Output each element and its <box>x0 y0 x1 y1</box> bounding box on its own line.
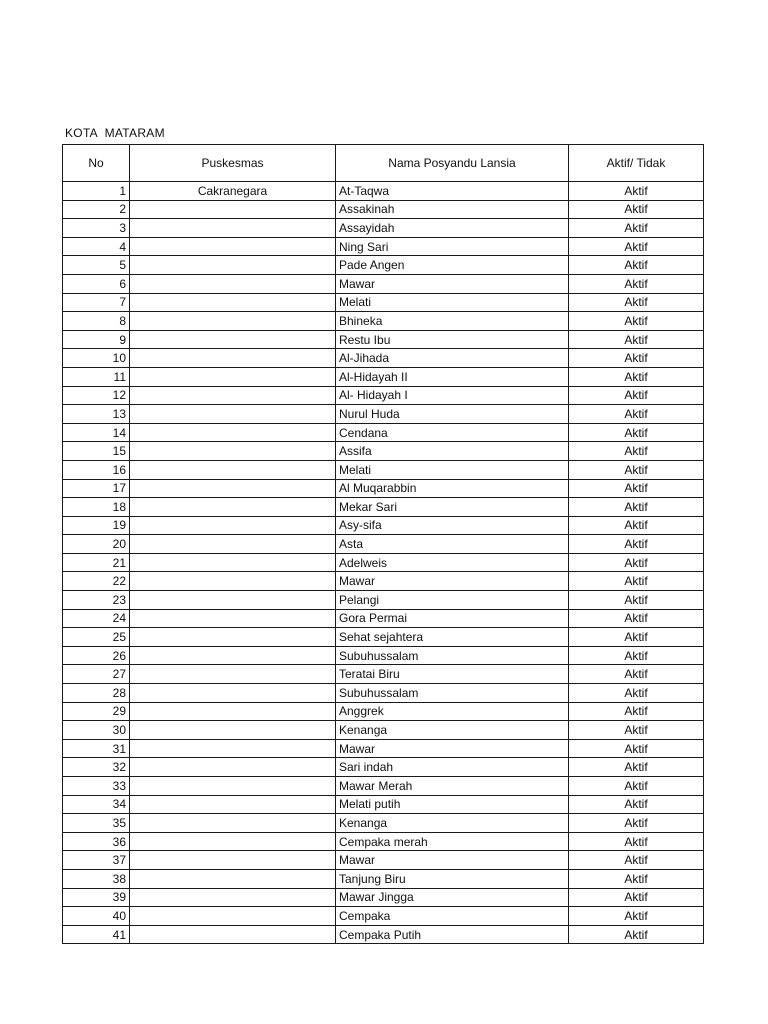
puskesmas-cell <box>130 777 336 796</box>
status-cell: Aktif <box>569 721 704 740</box>
row-number-cell: 28 <box>63 684 130 703</box>
posyandu-name-cell: Al-Jihada <box>336 349 569 368</box>
puskesmas-cell <box>130 367 336 386</box>
puskesmas-cell <box>130 330 336 349</box>
table-row <box>63 182 704 201</box>
puskesmas-cell <box>130 851 336 870</box>
status-cell: Aktif <box>569 479 704 498</box>
row-number-cell: 5 <box>63 256 130 275</box>
table-row <box>63 200 704 219</box>
row-number-cell: 29 <box>63 702 130 721</box>
row-number-cell: 13 <box>63 405 130 424</box>
row-number-cell: 10 <box>63 349 130 368</box>
table-row <box>63 330 704 349</box>
table-row <box>63 274 704 293</box>
status-cell: Aktif <box>569 330 704 349</box>
puskesmas-cell <box>130 219 336 238</box>
puskesmas-cell <box>130 405 336 424</box>
table-row <box>63 293 704 312</box>
header-puskesmas: Puskesmas <box>130 145 336 182</box>
row-number-cell: 16 <box>63 460 130 479</box>
posyandu-name-cell: Ning Sari <box>336 237 569 256</box>
puskesmas-cell <box>130 609 336 628</box>
puskesmas-cell <box>130 274 336 293</box>
status-cell: Aktif <box>569 684 704 703</box>
status-cell: Aktif <box>569 888 704 907</box>
posyandu-name-cell: Sehat sejahtera <box>336 628 569 647</box>
table-row <box>63 219 704 238</box>
table-row <box>63 553 704 572</box>
posyandu-name-cell: Cendana <box>336 423 569 442</box>
status-cell: Aktif <box>569 442 704 461</box>
puskesmas-cell <box>130 907 336 926</box>
row-number-cell: 39 <box>63 888 130 907</box>
table-row <box>63 591 704 610</box>
puskesmas-cell <box>130 293 336 312</box>
status-cell: Aktif <box>569 386 704 405</box>
row-number-cell: 17 <box>63 479 130 498</box>
posyandu-name-cell: Assakinah <box>336 200 569 219</box>
posyandu-name-cell: Mawar <box>336 851 569 870</box>
puskesmas-cell <box>130 702 336 721</box>
page-title: KOTA MATARAM <box>65 126 165 140</box>
table-row <box>63 851 704 870</box>
posyandu-table <box>62 144 704 944</box>
status-cell: Aktif <box>569 572 704 591</box>
row-number-cell: 33 <box>63 777 130 796</box>
posyandu-name-cell: Restu Ibu <box>336 330 569 349</box>
puskesmas-cell <box>130 758 336 777</box>
posyandu-name-cell: Asta <box>336 535 569 554</box>
table-row <box>63 795 704 814</box>
puskesmas-cell <box>130 442 336 461</box>
row-number-cell: 27 <box>63 665 130 684</box>
posyandu-name-cell: Mawar Jingga <box>336 888 569 907</box>
row-number-cell: 3 <box>63 219 130 238</box>
status-cell: Aktif <box>569 237 704 256</box>
puskesmas-cell <box>130 349 336 368</box>
table-row <box>63 925 704 944</box>
status-cell: Aktif <box>569 274 704 293</box>
row-number-cell: 18 <box>63 498 130 517</box>
header-nama-posyandu: Nama Posyandu Lansia <box>336 145 569 182</box>
posyandu-name-cell: Cempaka Putih <box>336 925 569 944</box>
status-cell: Aktif <box>569 907 704 926</box>
row-number-cell: 20 <box>63 535 130 554</box>
table-row <box>63 237 704 256</box>
row-number-cell: 7 <box>63 293 130 312</box>
posyandu-name-cell: Assifa <box>336 442 569 461</box>
puskesmas-cell <box>130 423 336 442</box>
table-row <box>63 702 704 721</box>
posyandu-name-cell: At-Taqwa <box>336 182 569 201</box>
puskesmas-cell <box>130 888 336 907</box>
table-row <box>63 777 704 796</box>
row-number-cell: 41 <box>63 925 130 944</box>
posyandu-name-cell: Al Muqarabbin <box>336 479 569 498</box>
table-row <box>63 535 704 554</box>
posyandu-name-cell: Adelweis <box>336 553 569 572</box>
posyandu-name-cell: Mekar Sari <box>336 498 569 517</box>
table-row <box>63 479 704 498</box>
table-row <box>63 423 704 442</box>
table-row <box>63 869 704 888</box>
table-row <box>63 312 704 331</box>
posyandu-name-cell: Al-Hidayah II <box>336 367 569 386</box>
posyandu-name-cell: Teratai Biru <box>336 665 569 684</box>
table-row <box>63 386 704 405</box>
status-cell: Aktif <box>569 405 704 424</box>
posyandu-name-cell: Mawar <box>336 572 569 591</box>
row-number-cell: 40 <box>63 907 130 926</box>
puskesmas-cell <box>130 237 336 256</box>
table-row <box>63 646 704 665</box>
posyandu-name-cell: Nurul Huda <box>336 405 569 424</box>
puskesmas-cell <box>130 869 336 888</box>
posyandu-name-cell: Mawar <box>336 739 569 758</box>
status-cell: Aktif <box>569 646 704 665</box>
table-row <box>63 758 704 777</box>
posyandu-name-cell: Cempaka <box>336 907 569 926</box>
header-status: Aktif/ Tidak <box>569 145 704 182</box>
status-cell: Aktif <box>569 851 704 870</box>
posyandu-name-cell: Melati <box>336 460 569 479</box>
posyandu-name-cell: Melati <box>336 293 569 312</box>
posyandu-name-cell: Cempaka merah <box>336 832 569 851</box>
table-row <box>63 460 704 479</box>
row-number-cell: 32 <box>63 758 130 777</box>
status-cell: Aktif <box>569 516 704 535</box>
posyandu-name-cell: Melati putih <box>336 795 569 814</box>
status-cell: Aktif <box>569 460 704 479</box>
row-number-cell: 26 <box>63 646 130 665</box>
table-row <box>63 832 704 851</box>
puskesmas-cell <box>130 200 336 219</box>
table-row <box>63 665 704 684</box>
table-row <box>63 349 704 368</box>
puskesmas-cell <box>130 665 336 684</box>
row-number-cell: 21 <box>63 553 130 572</box>
row-number-cell: 22 <box>63 572 130 591</box>
table-row <box>63 684 704 703</box>
puskesmas-cell <box>130 795 336 814</box>
row-number-cell: 1 <box>63 182 130 201</box>
posyandu-name-cell: Anggrek <box>336 702 569 721</box>
puskesmas-cell <box>130 479 336 498</box>
posyandu-name-cell: Subuhussalam <box>336 684 569 703</box>
status-cell: Aktif <box>569 312 704 331</box>
table-row <box>63 405 704 424</box>
puskesmas-cell <box>130 572 336 591</box>
posyandu-name-cell: Pelangi <box>336 591 569 610</box>
row-number-cell: 15 <box>63 442 130 461</box>
row-number-cell: 4 <box>63 237 130 256</box>
table-row <box>63 721 704 740</box>
row-number-cell: 37 <box>63 851 130 870</box>
posyandu-name-cell: Bhineka <box>336 312 569 331</box>
puskesmas-cell <box>130 386 336 405</box>
puskesmas-cell <box>130 553 336 572</box>
status-cell: Aktif <box>569 869 704 888</box>
puskesmas-cell <box>130 646 336 665</box>
puskesmas-cell <box>130 721 336 740</box>
posyandu-name-cell: Sari indah <box>336 758 569 777</box>
table-row <box>63 739 704 758</box>
row-number-cell: 14 <box>63 423 130 442</box>
status-cell: Aktif <box>569 795 704 814</box>
posyandu-name-cell: Asy-sifa <box>336 516 569 535</box>
header-no: No <box>63 145 130 182</box>
status-cell: Aktif <box>569 182 704 201</box>
table-row <box>63 498 704 517</box>
row-number-cell: 38 <box>63 869 130 888</box>
status-cell: Aktif <box>569 925 704 944</box>
status-cell: Aktif <box>569 702 704 721</box>
posyandu-name-cell: Kenanga <box>336 814 569 833</box>
status-cell: Aktif <box>569 739 704 758</box>
status-cell: Aktif <box>569 609 704 628</box>
row-number-cell: 12 <box>63 386 130 405</box>
row-number-cell: 35 <box>63 814 130 833</box>
row-number-cell: 30 <box>63 721 130 740</box>
status-cell: Aktif <box>569 349 704 368</box>
status-cell: Aktif <box>569 665 704 684</box>
table-row <box>63 814 704 833</box>
puskesmas-cell <box>130 832 336 851</box>
header-row <box>63 145 704 182</box>
puskesmas-cell <box>130 684 336 703</box>
table-row <box>63 516 704 535</box>
table-row <box>63 367 704 386</box>
table-row <box>63 609 704 628</box>
status-cell: Aktif <box>569 200 704 219</box>
table-row <box>63 442 704 461</box>
table-row <box>63 572 704 591</box>
puskesmas-cell <box>130 535 336 554</box>
puskesmas-cell <box>130 312 336 331</box>
table-row <box>63 256 704 275</box>
status-cell: Aktif <box>569 293 704 312</box>
table-header <box>63 145 704 182</box>
row-number-cell: 6 <box>63 274 130 293</box>
puskesmas-cell <box>130 739 336 758</box>
status-cell: Aktif <box>569 256 704 275</box>
posyandu-name-cell: Al- Hidayah I <box>336 386 569 405</box>
status-cell: Aktif <box>569 777 704 796</box>
status-cell: Aktif <box>569 758 704 777</box>
posyandu-name-cell: Assayidah <box>336 219 569 238</box>
posyandu-name-cell: Tanjung Biru <box>336 869 569 888</box>
row-number-cell: 34 <box>63 795 130 814</box>
table-body <box>63 182 704 944</box>
status-cell: Aktif <box>569 628 704 647</box>
row-number-cell: 19 <box>63 516 130 535</box>
table-row <box>63 888 704 907</box>
posyandu-name-cell: Gora Permai <box>336 609 569 628</box>
puskesmas-cell: Cakranegara <box>130 182 336 201</box>
row-number-cell: 36 <box>63 832 130 851</box>
posyandu-name-cell: Subuhussalam <box>336 646 569 665</box>
puskesmas-cell <box>130 814 336 833</box>
status-cell: Aktif <box>569 814 704 833</box>
status-cell: Aktif <box>569 367 704 386</box>
puskesmas-cell <box>130 591 336 610</box>
status-cell: Aktif <box>569 553 704 572</box>
status-cell: Aktif <box>569 591 704 610</box>
row-number-cell: 8 <box>63 312 130 331</box>
status-cell: Aktif <box>569 423 704 442</box>
row-number-cell: 9 <box>63 330 130 349</box>
puskesmas-cell <box>130 256 336 275</box>
puskesmas-cell <box>130 498 336 517</box>
status-cell: Aktif <box>569 219 704 238</box>
row-number-cell: 2 <box>63 200 130 219</box>
row-number-cell: 25 <box>63 628 130 647</box>
table-row <box>63 628 704 647</box>
puskesmas-cell <box>130 516 336 535</box>
row-number-cell: 24 <box>63 609 130 628</box>
row-number-cell: 23 <box>63 591 130 610</box>
row-number-cell: 11 <box>63 367 130 386</box>
posyandu-name-cell: Pade Angen <box>336 256 569 275</box>
puskesmas-cell <box>130 925 336 944</box>
puskesmas-cell <box>130 460 336 479</box>
status-cell: Aktif <box>569 498 704 517</box>
posyandu-name-cell: Mawar <box>336 274 569 293</box>
status-cell: Aktif <box>569 535 704 554</box>
table-row <box>63 907 704 926</box>
posyandu-name-cell: Mawar Merah <box>336 777 569 796</box>
puskesmas-cell <box>130 628 336 647</box>
posyandu-name-cell: Kenanga <box>336 721 569 740</box>
status-cell: Aktif <box>569 832 704 851</box>
row-number-cell: 31 <box>63 739 130 758</box>
